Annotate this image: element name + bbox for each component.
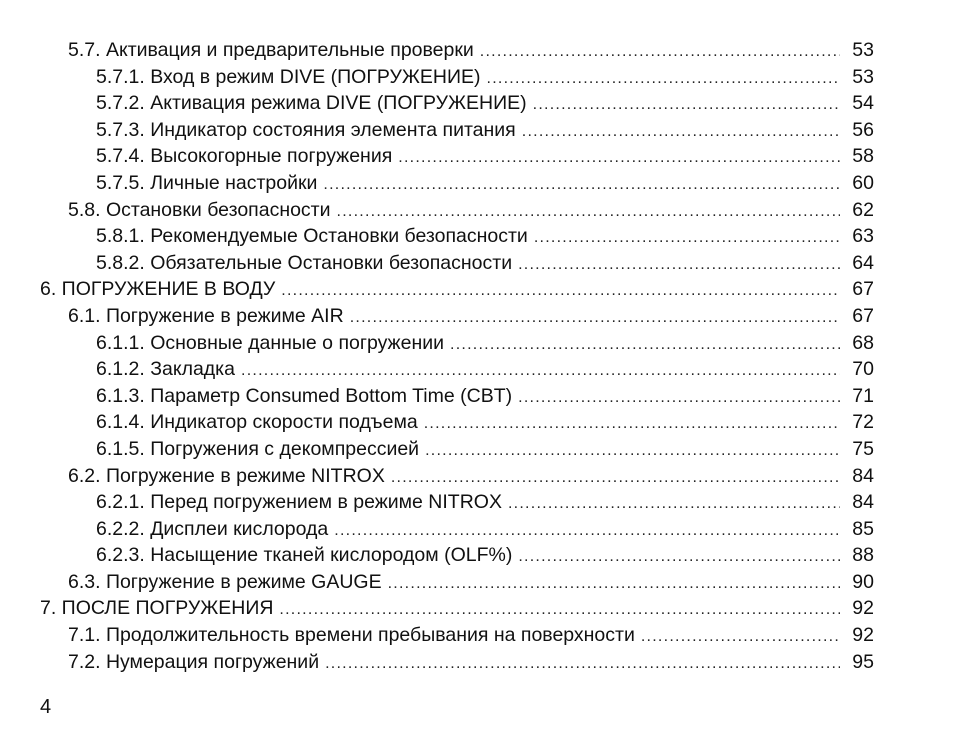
toc-entry-page: 64 [852,251,874,274]
toc-entry-title: 6.1.4. Индикатор скорости подъема [96,411,418,434]
dot-leader [641,624,840,651]
toc-entry-page: 67 [852,278,874,301]
toc-entry-title: 5.7. Активация и предварительные проверки [68,39,474,61]
toc-entry-title: 5.7.5. Личные настройки [96,171,318,194]
toc-entry-title: 6.2. Погружение в режиме NITROX [68,464,385,487]
toc-entry-title: 7. ПОСЛЕ ПОГРУЖЕНИЯ [40,597,274,620]
toc-entry[interactable] [96,250,954,277]
toc-entry[interactable] [68,37,954,64]
toc-entry-title: 5.7.1. Вход в режим DIVE (ПОГРУЖЕНИЕ) [96,65,481,88]
toc-entry-page: 58 [852,145,874,168]
toc-entry-page: 88 [852,544,874,567]
toc-entry[interactable] [96,330,954,357]
dot-leader [487,66,841,93]
toc-entry-title: 7.2. Нумерация погружений [68,650,320,673]
toc-entry[interactable] [96,90,954,117]
toc-entry[interactable] [96,383,954,410]
toc-entry-title: 6.1.3. Параметр Consumed Bottom Time (CBT) [96,384,513,407]
toc-entry[interactable] [96,170,954,197]
dot-leader [388,571,840,598]
toc-entry-page: 84 [852,491,874,514]
dot-leader [279,597,840,624]
toc-entry-title: 7.1. Продолжительность времени пребывания на поверхности [68,624,635,647]
toc-entry[interactable] [68,197,954,224]
toc-entry[interactable] [96,542,954,569]
table-of-contents [0,37,954,675]
toc-entry-title: 5.7.3. Индикатор состояния элемента питания [96,118,516,141]
toc-entry-title: 5.8.1. Рекомендуемые Остановки безопасности [96,225,528,248]
toc-entry-title: 6.3. Погружение в режиме GAUGE [68,570,382,593]
toc-entry[interactable] [96,64,954,91]
toc-entry[interactable] [40,595,954,622]
toc-entry-page: 95 [852,650,874,673]
toc-entry[interactable] [40,276,954,303]
toc-entry-title: 6.1. Погружение в режиме AIR [68,304,344,327]
dot-leader [533,92,840,119]
toc-entry[interactable] [96,143,954,170]
toc-entry-page: 67 [852,304,874,327]
dot-leader [534,225,840,252]
page-number: 4 [40,696,52,718]
dot-leader [522,119,840,146]
toc-entry[interactable] [68,569,954,596]
toc-entry-page: 84 [852,464,874,487]
dot-leader [424,411,840,438]
toc-entry-page: 75 [852,437,874,460]
toc-entry[interactable] [96,436,954,463]
dot-leader [350,305,840,332]
toc-entry-page: 72 [852,411,874,434]
dot-leader [241,358,840,385]
dot-leader [337,199,840,226]
dot-leader [480,39,840,66]
dot-leader [391,465,840,492]
toc-entry-page: 53 [852,39,874,61]
toc-entry-page: 53 [852,65,874,88]
toc-entry-title: 6.2.2. Дисплеи кислорода [96,517,329,540]
toc-entry[interactable] [96,489,954,516]
dot-leader [450,332,840,359]
toc-entry[interactable] [96,356,954,383]
toc-entry-title: 6.2.3. Насыщение тканей кислородом (OLF%) [96,544,513,567]
toc-entry-title: 6.1.1. Основные данные о погружении [96,331,445,354]
toc-entry-page: 85 [852,517,874,540]
dot-leader [323,172,840,199]
dot-leader [398,145,840,172]
toc-entry-page: 70 [852,358,874,381]
toc-entry-page: 54 [852,92,874,115]
dot-leader [425,438,840,465]
dot-leader [281,278,840,305]
toc-entry-page: 60 [852,171,874,194]
dot-leader [518,544,840,571]
toc-entry[interactable] [96,117,954,144]
dot-leader [325,651,840,678]
dot-leader [518,252,840,279]
toc-entry-title: 6. ПОГРУЖЕНИЕ В ВОДУ [40,278,276,301]
toc-entry-title: 5.7.4. Высокогорные погружения [96,145,393,168]
toc-entry-title: 5.8.2. Обязательные Остановки безопасности [96,251,513,274]
toc-entry[interactable] [68,463,954,490]
dot-leader [334,518,840,545]
toc-entry[interactable] [96,516,954,543]
dot-leader [508,491,840,518]
toc-entry-title: 6.1.5. Погружения с декомпрессией [96,437,420,460]
toc-entry[interactable] [68,649,954,676]
toc-entry-page: 92 [852,597,874,620]
toc-entry[interactable] [96,223,954,250]
toc-entry[interactable] [96,409,954,436]
toc-entry-page: 56 [852,118,874,141]
toc-entry-page: 90 [852,570,874,593]
toc-entry-title: 6.2.1. Перед погружением в режиме NITROX [96,491,502,514]
toc-entry[interactable] [68,622,954,649]
toc-entry-page: 62 [852,198,874,221]
toc-entry-page: 92 [852,624,874,647]
toc-entry-title: 5.8. Остановки безопасности [68,198,331,221]
toc-entry-page: 68 [852,331,874,354]
toc-entry-page: 63 [852,225,874,248]
dot-leader [518,385,840,412]
toc-entry-page: 71 [852,384,874,407]
toc-entry-title: 6.1.2. Закладка [96,358,235,381]
toc-entry[interactable] [68,303,954,330]
toc-entry-title: 5.7.2. Активация режима DIVE (ПОГРУЖЕНИЕ) [96,92,527,115]
